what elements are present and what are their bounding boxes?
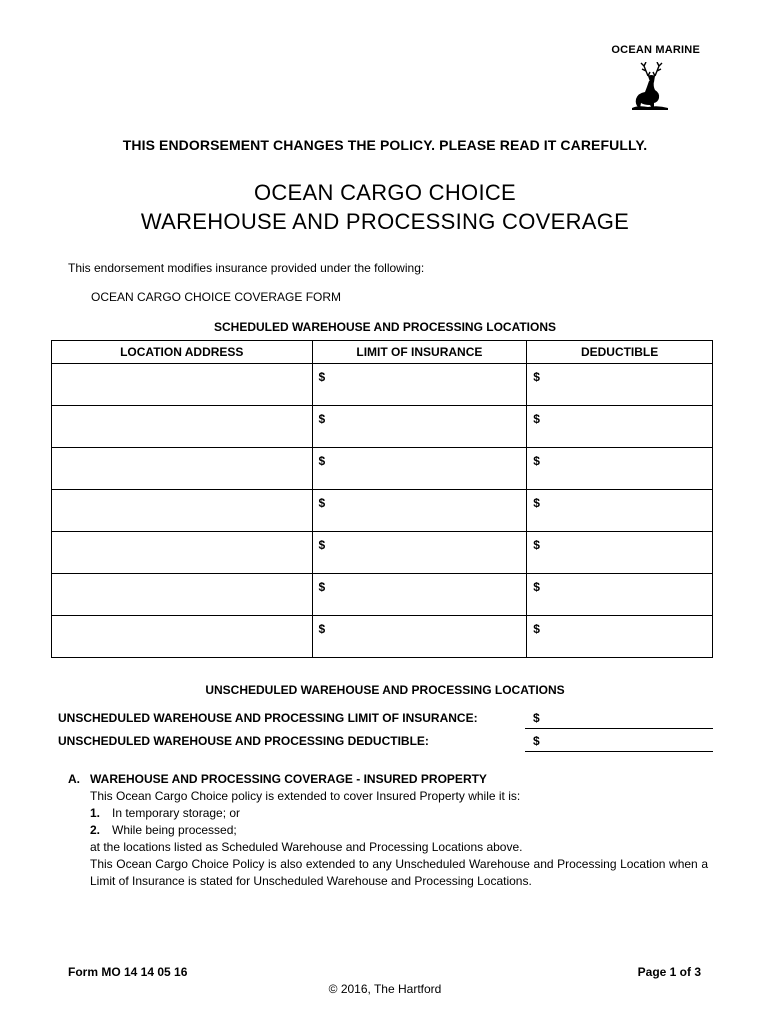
section-a-after-items: at the locations listed as Scheduled Warehouse and Processing Locations above. xyxy=(90,840,523,854)
deductible-cell[interactable] xyxy=(527,532,713,574)
limit-dollar-sign: $ xyxy=(318,622,326,636)
deductible-cell[interactable] xyxy=(527,574,713,616)
table-row xyxy=(52,574,713,616)
list-item xyxy=(90,805,708,822)
page-header xyxy=(611,44,700,56)
location-address-cell[interactable] xyxy=(52,406,313,448)
column-header-limit-of-insurance: LIMIT OF INSURANCE xyxy=(312,341,527,364)
section-a-extension: This Ocean Cargo Choice Policy is also extended to any Unscheduled Warehouse and Processing Location when a Limit of Insurance is stated for Unscheduled Warehouse and Processing Locations. xyxy=(90,857,708,888)
limit-dollar-sign: $ xyxy=(318,454,326,468)
list-item-number: 2. xyxy=(90,823,101,837)
footer-copyright: © 2016, The Hartford xyxy=(328,982,442,996)
unscheduled-locations-heading: UNSCHEDULED WAREHOUSE AND PROCESSING LOCATIONS xyxy=(205,683,565,697)
deductible-cell[interactable] xyxy=(527,406,713,448)
scheduled-locations-heading: SCHEDULED WAREHOUSE AND PROCESSING LOCATIONS xyxy=(213,320,557,334)
unscheduled-deductible-field[interactable] xyxy=(525,734,713,752)
scheduled-locations-table xyxy=(51,340,713,658)
location-address-cell[interactable] xyxy=(52,364,313,406)
deductible-dollar-sign: $ xyxy=(533,580,540,594)
section-label: OCEAN MARINE xyxy=(611,44,700,56)
location-address-cell[interactable] xyxy=(52,616,313,658)
footer-form-number: Form MO 14 14 05 16 xyxy=(68,965,188,979)
list-item-text: In temporary storage; or xyxy=(112,806,241,820)
section-a-intro: This Ocean Cargo Choice policy is extended to cover Insured Property while it is: xyxy=(90,789,521,803)
table-row xyxy=(52,406,713,448)
deductible-cell[interactable] xyxy=(527,616,713,658)
page-title xyxy=(0,178,770,236)
list-item xyxy=(90,822,708,839)
deductible-dollar-sign: $ xyxy=(533,454,540,468)
deductible-dollar-sign: $ xyxy=(533,412,540,426)
section-a-letter: A. xyxy=(68,772,80,786)
deductible-dollar-sign: $ xyxy=(533,496,540,510)
limit-dollar-sign: $ xyxy=(318,496,326,510)
location-address-cell[interactable] xyxy=(52,532,313,574)
unscheduled-limit-label: UNSCHEDULED WAREHOUSE AND PROCESSING LIMIT OF INSURANCE: xyxy=(58,711,478,725)
table-row xyxy=(52,616,713,658)
limit-of-insurance-cell[interactable] xyxy=(312,406,527,448)
policy-change-notice: THIS ENDORSEMENT CHANGES THE POLICY. PLEASE READ IT CAREFULLY. xyxy=(122,137,648,153)
column-header-location-address: LOCATION ADDRESS xyxy=(52,341,313,364)
unscheduled-deductible-label: UNSCHEDULED WAREHOUSE AND PROCESSING DEDUCTIBLE: xyxy=(58,734,429,748)
section-a xyxy=(68,771,708,890)
deductible-dollar-sign: $ xyxy=(533,538,540,552)
unscheduled-limit-value: $ xyxy=(533,711,540,725)
limit-of-insurance-cell[interactable] xyxy=(312,574,527,616)
title-line-2: WAREHOUSE AND PROCESSING COVERAGE xyxy=(140,209,630,234)
section-a-title: WAREHOUSE AND PROCESSING COVERAGE - INSURED PROPERTY xyxy=(90,772,487,786)
location-address-cell[interactable] xyxy=(52,490,313,532)
title-line-1: OCEAN CARGO CHOICE xyxy=(253,180,517,205)
form-name: OCEAN CARGO CHOICE COVERAGE FORM xyxy=(91,290,342,304)
intro-text: This endorsement modifies insurance provided under the following: xyxy=(68,261,425,275)
limit-of-insurance-cell[interactable] xyxy=(312,616,527,658)
deductible-cell[interactable] xyxy=(527,364,713,406)
limit-dollar-sign: $ xyxy=(318,370,326,384)
limit-of-insurance-cell[interactable] xyxy=(312,364,527,406)
limit-dollar-sign: $ xyxy=(318,538,326,552)
deductible-dollar-sign: $ xyxy=(533,622,540,636)
table-row xyxy=(52,532,713,574)
table-header-row xyxy=(52,341,713,364)
limit-dollar-sign: $ xyxy=(318,412,326,426)
location-address-cell[interactable] xyxy=(52,448,313,490)
limit-of-insurance-cell[interactable] xyxy=(312,490,527,532)
table-row xyxy=(52,364,713,406)
section-a-body xyxy=(68,788,708,890)
section-a-heading xyxy=(68,771,708,788)
list-item-number: 1. xyxy=(90,806,101,820)
deductible-cell[interactable] xyxy=(527,490,713,532)
unscheduled-deductible-value: $ xyxy=(533,734,540,748)
table-row xyxy=(52,448,713,490)
limit-of-insurance-cell[interactable] xyxy=(312,448,527,490)
unscheduled-limit-field[interactable] xyxy=(525,711,713,729)
deductible-cell[interactable] xyxy=(527,448,713,490)
list-item-text: While being processed; xyxy=(112,823,237,837)
limit-dollar-sign: $ xyxy=(318,580,326,594)
deductible-dollar-sign: $ xyxy=(533,370,540,384)
table-row xyxy=(52,490,713,532)
column-header-deductible: DEDUCTIBLE xyxy=(527,341,713,364)
limit-of-insurance-cell[interactable] xyxy=(312,532,527,574)
stag-logo-icon xyxy=(628,62,674,110)
location-address-cell[interactable] xyxy=(52,574,313,616)
footer-page-number: Page 1 of 3 xyxy=(637,965,701,979)
